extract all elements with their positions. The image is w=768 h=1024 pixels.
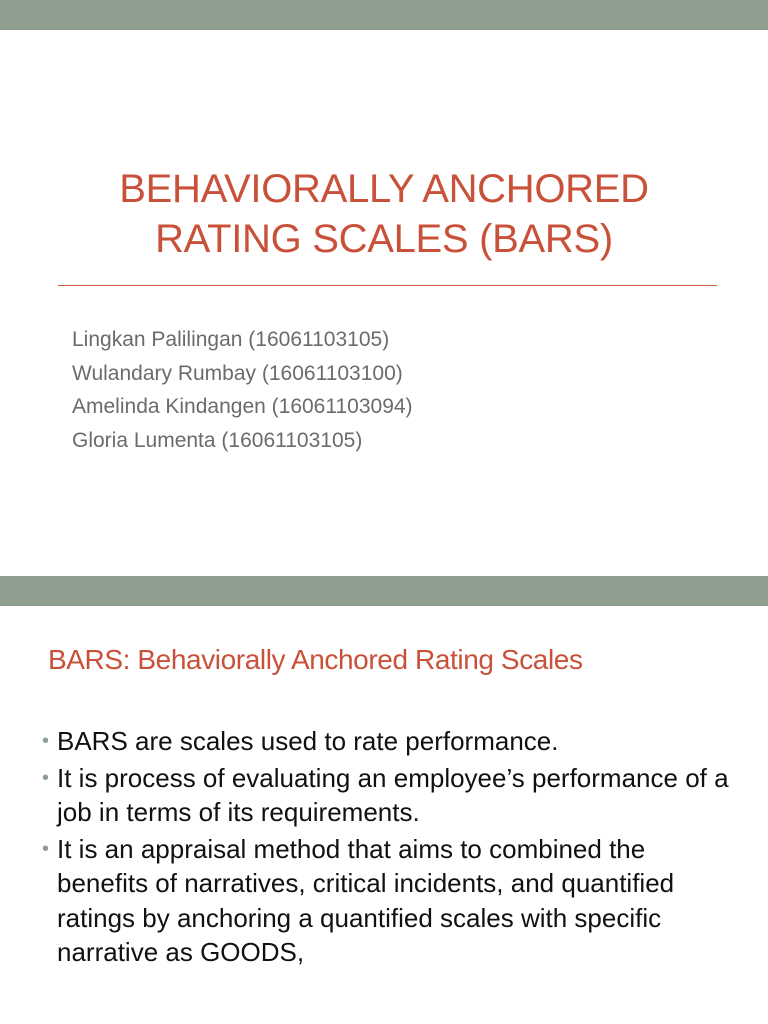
bullet-text: It is process of evaluating an employee’s performance of a job in terms of its requirements.	[57, 762, 729, 827]
bullet-list	[42, 724, 742, 972]
bullet-icon: •	[42, 766, 50, 789]
list-item	[42, 832, 742, 970]
slide-title-line-2: RATING SCALES (BARS)	[155, 217, 613, 261]
list-item	[42, 724, 742, 759]
bullet-text: BARS are scales used to rate performance.	[57, 726, 559, 756]
slide-title-line-1: BEHAVIORALLY ANCHORED	[119, 167, 649, 211]
content-slide	[0, 606, 768, 1024]
author-name: Lingkan Palilingan (16061103105)	[72, 328, 390, 351]
author-name: Amelinda Kindangen (16061103094)	[72, 395, 413, 418]
author-name: Wulandary Rumbay (16061103100)	[72, 361, 403, 385]
bullet-icon: •	[42, 730, 50, 752]
bullet-icon: •	[42, 837, 50, 860]
content-slide-heading: BARS: Behaviorally Anchored Rating Scales	[48, 644, 583, 675]
author-list	[72, 323, 413, 457]
author-name: Gloria Lumenta (16061103105)	[72, 428, 363, 452]
slide-title	[40, 164, 728, 264]
list-item	[42, 761, 742, 830]
title-underline	[58, 285, 717, 286]
slide-separator-bar	[0, 576, 768, 606]
top-divider-bar	[0, 0, 768, 30]
bullet-text: It is an appraisal method that aims to combined the benefits of narratives, critical incidents, and quantified ratings by anchoring a quantified scales with specific narrative as GOODS,	[57, 833, 675, 967]
title-slide	[0, 30, 768, 576]
